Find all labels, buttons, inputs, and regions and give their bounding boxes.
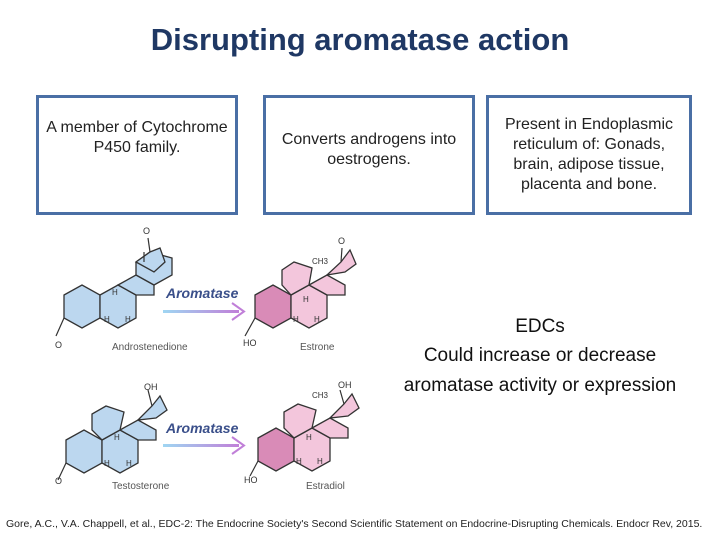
androstenedione-h-3: H <box>125 315 131 324</box>
fact-box-p450-text: A member of Cytochrome P450 family. <box>46 119 228 156</box>
edc-line-2: Could increase or decrease <box>423 345 657 367</box>
estradiol-oh: OH <box>338 380 352 390</box>
estrone-oxygen-17: O <box>338 236 346 246</box>
product-label-estradiol: Estradiol <box>306 481 345 492</box>
edc-statement <box>370 312 710 400</box>
estrone-h-1: H <box>303 295 309 304</box>
testosterone-oxygen-3: O <box>55 476 63 486</box>
enzyme-label-1: Aromatase <box>166 285 239 301</box>
androstenedione-oxygen-3: O <box>55 340 63 350</box>
edc-heading: EDCs <box>515 316 565 337</box>
estradiol-h-1: H <box>306 433 312 442</box>
citation: Gore, A.C., V.A. Chappell, et al., EDC-2: The Endocrine Society's Second Scientific Statement on Endocrine-Disrupting Chemicals. Endocr Rev, 2015. <box>6 518 703 530</box>
testosterone-structure <box>55 382 167 486</box>
androstenedione-structure <box>55 226 172 350</box>
fact-box-location-text: Present in Endoplasmic reticulum of: Gonads, brain, adipose tissue, placenta and bone. <box>504 116 674 193</box>
enzyme-label-2: Aromatase <box>166 420 239 436</box>
estradiol-h-2: H <box>296 457 302 466</box>
androstenedione-oxygen-17: O <box>143 226 151 236</box>
substrate-label-testosterone: Testosterone <box>112 481 170 492</box>
fact-box-conversion-text: Converts androgens into oestrogens. <box>281 131 457 168</box>
product-label-estrone: Estrone <box>300 342 335 353</box>
estradiol-h-3: H <box>317 457 323 466</box>
edc-line-3: aromatase activity or expression <box>403 374 677 396</box>
estradiol-structure <box>244 380 359 485</box>
estrone-ho: HO <box>243 338 257 348</box>
estrone-h-2: H <box>293 315 299 324</box>
slide-title: Disrupting aromatase action <box>150 22 570 57</box>
substrate-label-androstenedione: Androstenedione <box>112 342 188 353</box>
estrone-methyl: CH3 <box>312 257 329 266</box>
androstenedione-h-1: H <box>112 288 118 297</box>
testosterone-oh: OH <box>144 382 158 392</box>
estradiol-methyl: CH3 <box>312 391 329 400</box>
reaction-arrow-2 <box>163 437 244 454</box>
estradiol-ho: HO <box>244 475 258 485</box>
testosterone-h-1: H <box>114 433 120 442</box>
estrone-h-3: H <box>314 315 320 324</box>
androstenedione-h-2: H <box>104 315 110 324</box>
estrone-structure <box>243 236 356 348</box>
reaction-arrow-1 <box>163 303 244 320</box>
testosterone-h-2: H <box>104 459 110 468</box>
testosterone-h-3: H <box>126 459 132 468</box>
